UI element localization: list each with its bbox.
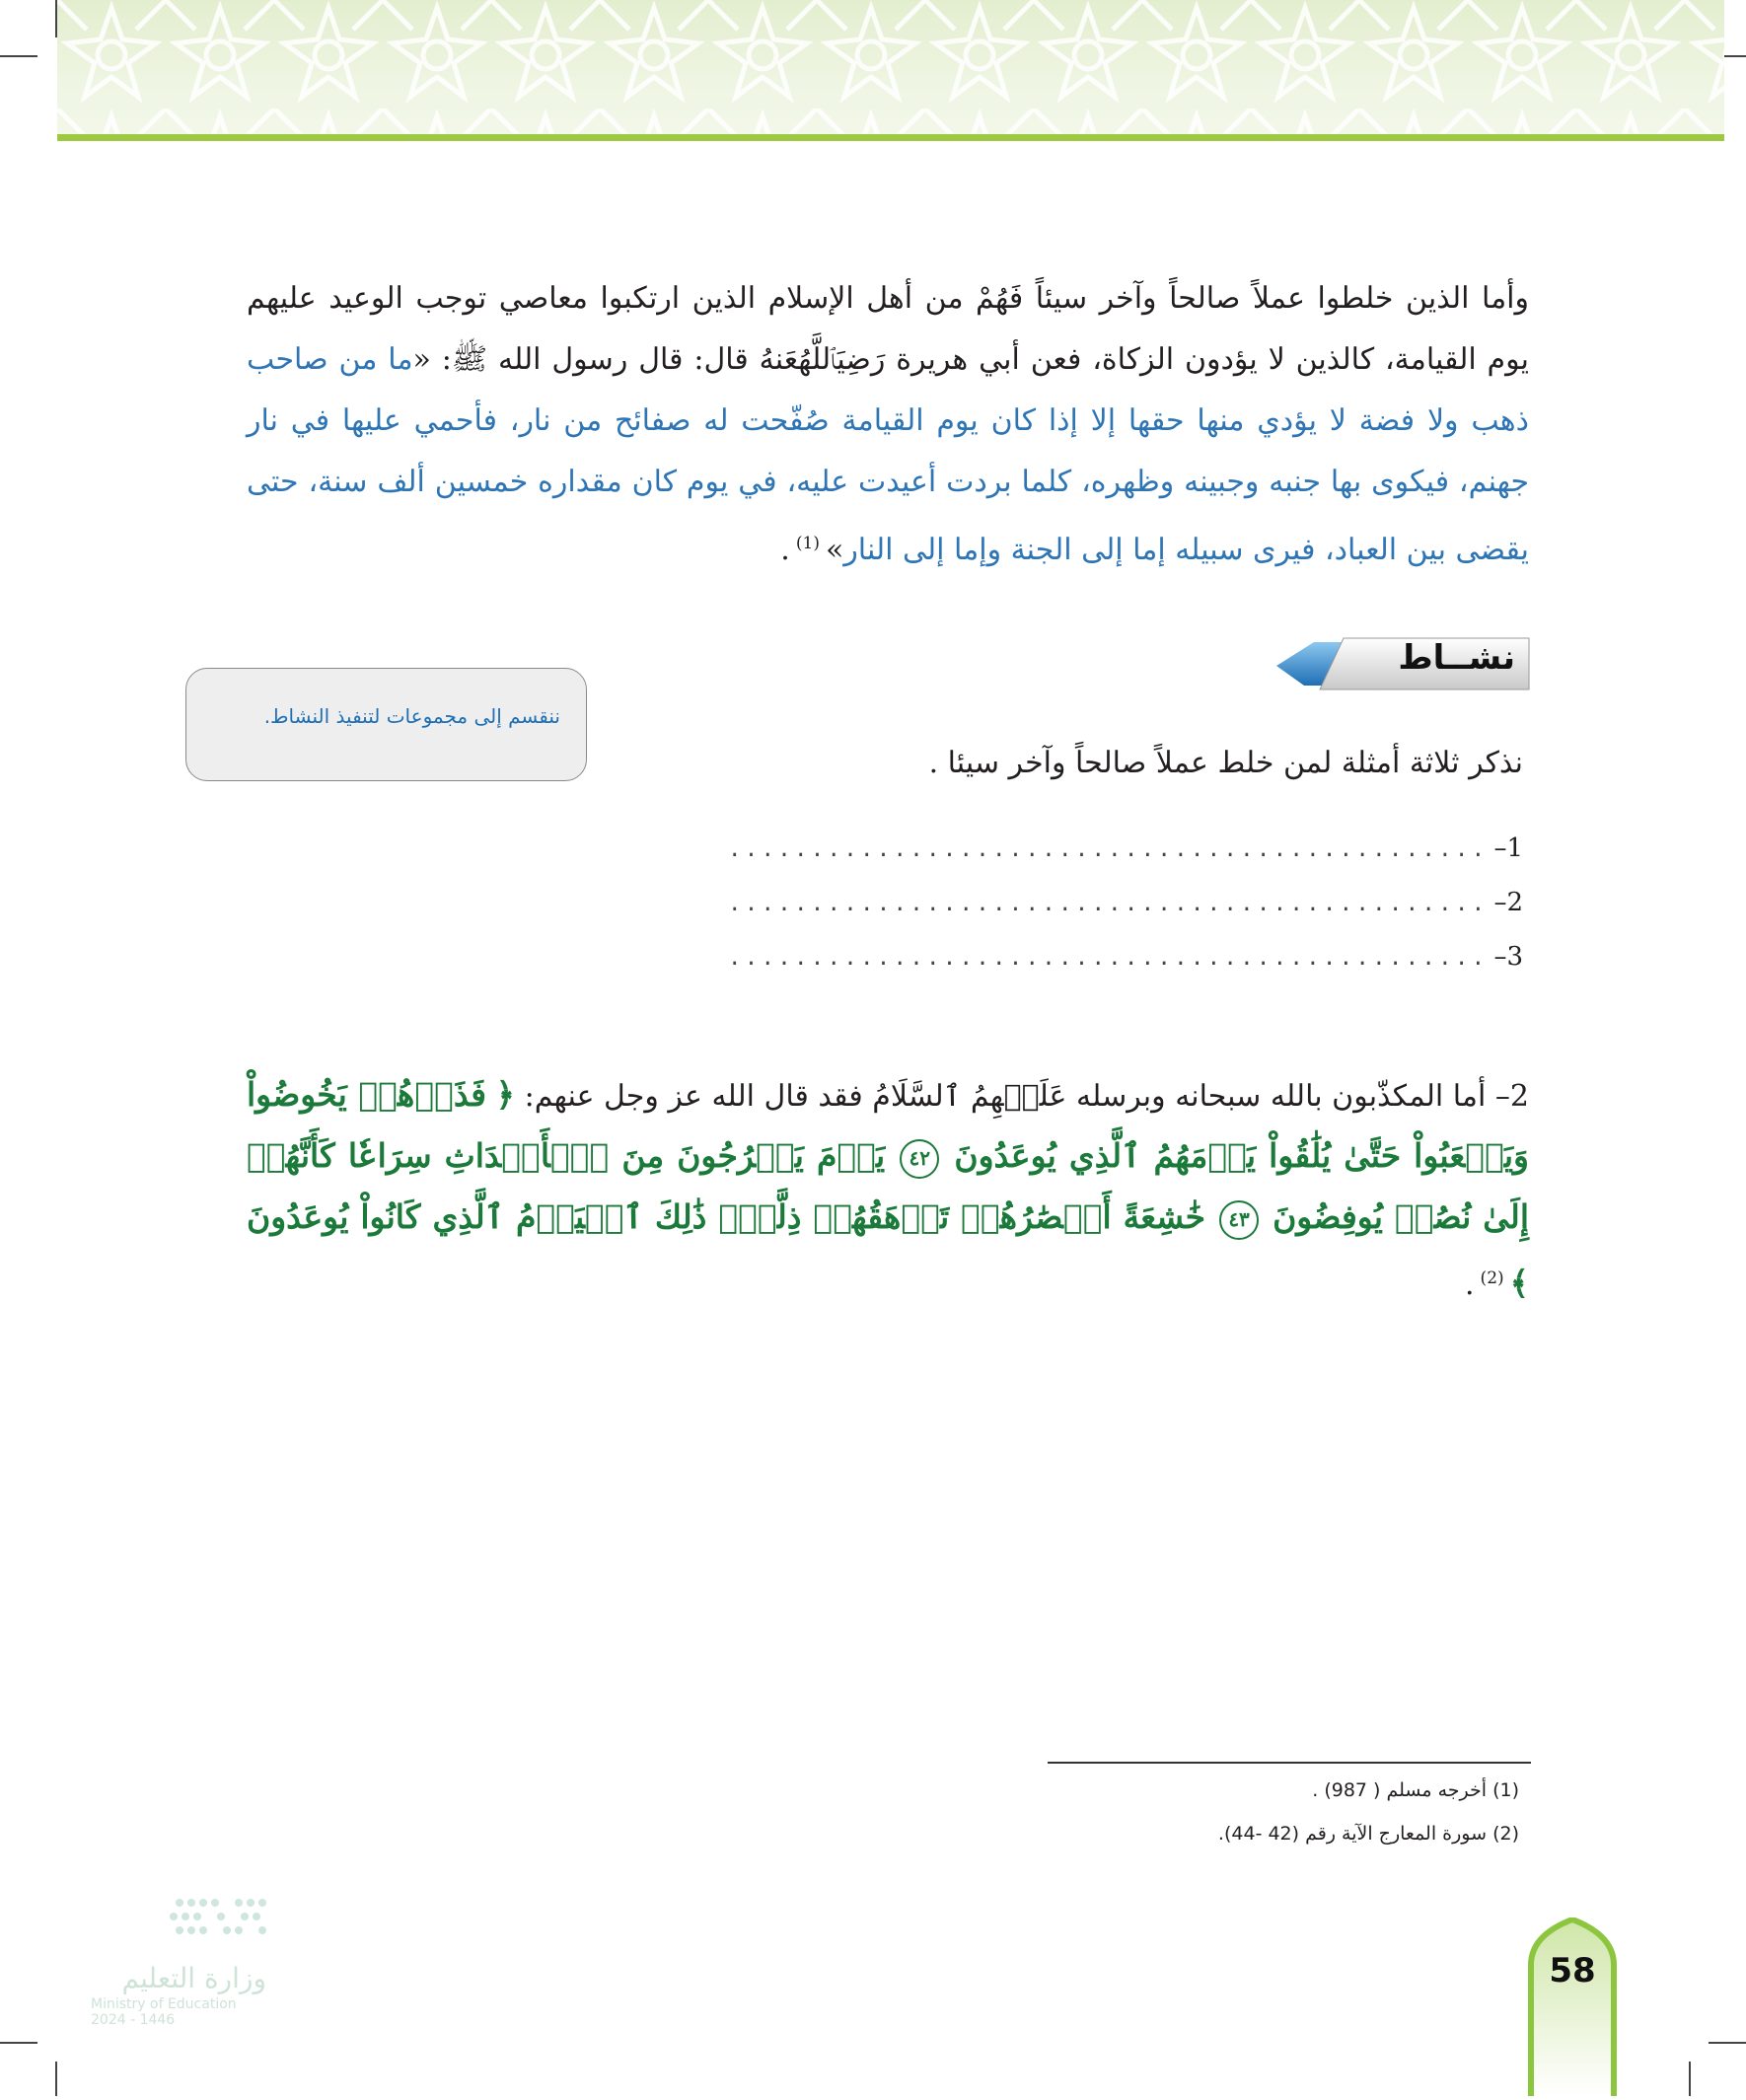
ministry-year: 2024 - 1446 [91, 2012, 176, 2028]
answer-line-label: 3– [1493, 942, 1523, 972]
crop-mark [55, 2062, 57, 2096]
ayah-number-43: ٤٣ [1219, 1200, 1259, 1240]
hadith-close-quote: » [825, 533, 844, 567]
paragraph-end: . [780, 533, 790, 567]
footnote-ref-2: (2) [1480, 1268, 1504, 1288]
answer-dots: .............................................. [728, 837, 1489, 862]
header-pattern-band [57, 0, 1724, 136]
paragraph-intro-text: وأما الذين خلطوا عملاً صالحاً وآخر سيئاً فَهُمْ من أهل الإسلام الذين ارتكبوا معاصي توجب الوعيد عليهم يوم القيامة، كالذين لا يؤدون الزكاة، فعن أبي هريرة رَضِيَٱللَّهُعَنهُ قال: قال رسول الله ﷺ: « [247, 281, 1529, 377]
quran-verse-43: يَوۡمَ يَخۡرُجُونَ مِنَ ٱلۡأَجۡدَاثِ سِرَاعٗا كَأَنَّهُمۡ إِلَىٰ نُصُبٖ يُوفِضُونَ [247, 1136, 1529, 1236]
page-number-arch-shape [1527, 1918, 1618, 2096]
activity-tab [1274, 634, 1531, 693]
quran-verse-42: فَذَرۡهُمۡ يَخُوضُواْ وَيَلۡعَبُواْ حَتَّىٰ يُلَٰقُواْ يَوۡمَهُمُ ٱلَّذِي يُوعَدُونَ [247, 1075, 1529, 1175]
quran-close-bracket: ﴾ [1509, 1264, 1529, 1302]
answer-dots: .............................................. [728, 946, 1489, 971]
paragraph-deniers [247, 1065, 1529, 1315]
quran-open-bracket: ﴿ [495, 1075, 515, 1114]
ministry-name-arabic: وزارة التعليم [121, 1962, 266, 1994]
ayah-number-42: ٤٢ [900, 1139, 939, 1179]
page-number: 58 [1549, 1951, 1596, 1991]
paragraph-intro [247, 268, 1529, 581]
ministry-dots-icon [91, 1891, 278, 1950]
answer-line-3[interactable] [728, 942, 1523, 972]
answer-line-2[interactable] [728, 888, 1523, 917]
ministry-name-english: Ministry of Education [91, 1996, 237, 2012]
paragraph-deniers-intro: 2– أما المكذّبون بالله سبحانه وبرسله عَلَيۡهِمُ ٱلسَّلَامُ فقد قال الله عز وجل عنهم: [524, 1079, 1530, 1114]
group-note-text: ننقسم إلى مجموعات لتنفيذ النشاط. [263, 704, 560, 728]
group-note-box [185, 668, 587, 781]
answer-dots: .............................................. [728, 892, 1489, 916]
page-number-badge [1527, 1918, 1618, 2096]
answer-line-label: 2– [1493, 888, 1523, 917]
ministry-logo [91, 1891, 278, 2034]
crop-mark [1709, 2042, 1746, 2044]
answer-line-1[interactable] [728, 833, 1523, 863]
quran-verse-44: خَٰشِعَةً أَبۡصَٰرُهُمۡ تَرۡهَقُهُمۡ ذِلَّةٞۚ ذَٰلِكَ ٱلۡيَوۡمُ ٱلَّذِي كَانُواْ يُوعَدُونَ [247, 1197, 1206, 1236]
footnote-rule [1048, 1762, 1531, 1764]
footnote-1: (1) أخرجه مسلم ( 987) . [1312, 1779, 1519, 1801]
activity-instruction: نذكر ثلاثة أمثلة لمن خلط عملاً صالحاً وآخر سيئا . [928, 746, 1523, 780]
crop-mark [0, 55, 37, 57]
answer-line-label: 1– [1493, 833, 1523, 863]
crop-mark [0, 2042, 37, 2044]
footnote-2: (2) سورة المعارج الآية رقم (42 -44). [1217, 1823, 1519, 1845]
crop-mark [1689, 2062, 1691, 2096]
paragraph-end: . [1465, 1267, 1475, 1302]
activity-title: نشــاط [1398, 638, 1515, 678]
hadith-text: ما من صاحب ذهب ولا فضة لا يؤدي منها حقها إلا إذا كان يوم القيامة صُفّحت له صفائح من نار، فأحمي عليها في نار جهنم، فيكوى بها جنبه وجبينه وظهره، كلما بردت أعيدت عليه، في يوم كان مقداره خمسين ألف سنة، حتى يقضى بين العباد، فيرى سبيله إما إلى الجنة وإما إلى النار [247, 342, 1529, 567]
islamic-pattern-decoration [57, 0, 1724, 136]
header-green-rule [57, 134, 1724, 141]
footnote-ref-1: (1) [795, 534, 820, 553]
